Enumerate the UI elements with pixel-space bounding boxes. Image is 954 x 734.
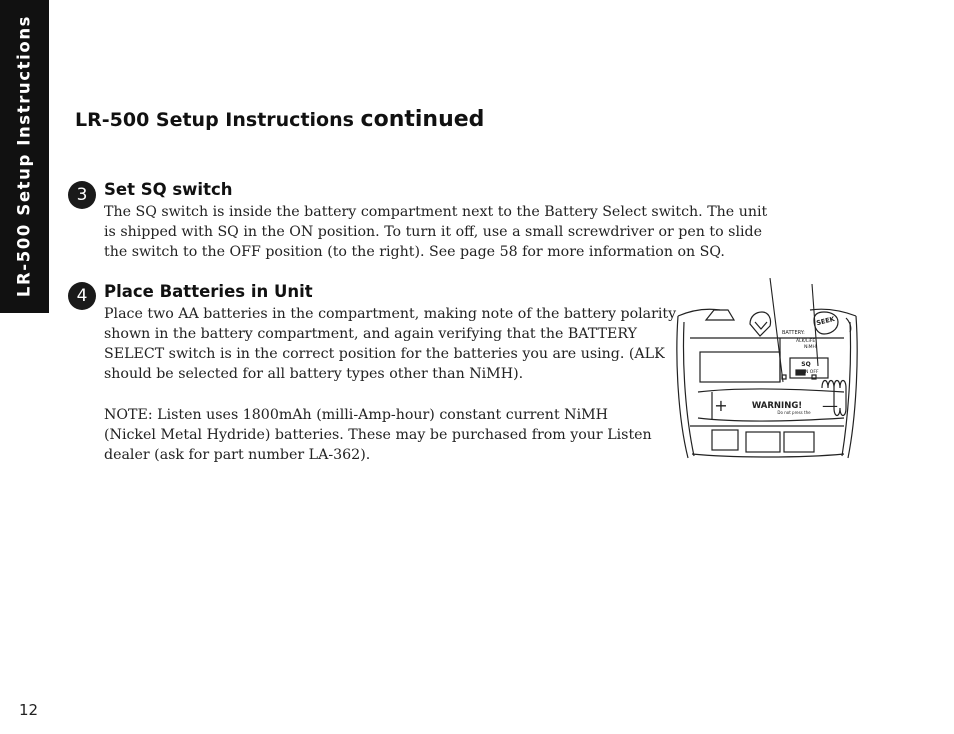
step-4-line-3: SELECT switch is in the correct position for the batteries you are using. (ALK bbox=[104, 346, 665, 362]
seek-label: SEEK bbox=[815, 314, 836, 328]
step-3-line-2: is shipped with SQ in the ON position. To turn it off, use a small screwdriver or pen to slide bbox=[104, 224, 763, 240]
page-number: 12 bbox=[19, 701, 39, 719]
step-4-line-4: should be selected for all battery types other than NiMH). bbox=[104, 366, 524, 382]
page-title bbox=[75, 107, 484, 132]
plus-sign: + bbox=[714, 396, 728, 415]
nimh-label: NiMH bbox=[804, 345, 816, 350]
note-line-3: dealer (ask for part number LA-362). bbox=[104, 447, 371, 463]
step-3-line-3: the switch to the OFF position (to the right). See page 58 for more information on SQ. bbox=[104, 244, 725, 260]
page-title-suffix: continued bbox=[360, 107, 485, 132]
battery-compartment-illustration bbox=[672, 278, 862, 464]
step-3-body bbox=[104, 202, 767, 262]
sq-label: SQ bbox=[801, 361, 811, 368]
step-4-body bbox=[104, 304, 676, 384]
alk-label: ALK/LiFE bbox=[796, 339, 816, 344]
step-3-heading: Set SQ switch bbox=[104, 180, 233, 199]
step-4-badge: 4 bbox=[68, 282, 96, 310]
note-line-1: NOTE: Listen uses 1800mAh (milli-Amp-hour) constant current NiMH bbox=[104, 407, 609, 423]
on-off-label: ON OFF bbox=[801, 370, 819, 375]
minus-sign: — bbox=[822, 396, 838, 415]
step-4-line-2: shown in the battery compartment, and again verifying that the BATTERY bbox=[104, 326, 637, 342]
step-4-line-1: Place two AA batteries in the compartment, making note of the battery polarity bbox=[104, 306, 677, 322]
step-3-line-1: The SQ switch is inside the battery compartment next to the Battery Select switch. The unit bbox=[104, 204, 768, 220]
warning-subtext: Do not press the bbox=[777, 410, 811, 415]
battery-label: BATTERY: bbox=[782, 330, 805, 336]
warning-label: WARNING! bbox=[751, 401, 803, 411]
note-line-2: (Nickel Metal Hydride) batteries. These may be purchased from your Listen bbox=[104, 427, 652, 443]
side-tab-label: LR-500 Setup Instructions bbox=[14, 14, 34, 298]
side-section-tab bbox=[0, 0, 49, 313]
step-4-heading: Place Batteries in Unit bbox=[104, 282, 313, 301]
step-3-badge: 3 bbox=[68, 181, 96, 209]
page-title-main: LR-500 Setup Instructions bbox=[75, 109, 361, 131]
step-4-note bbox=[104, 405, 652, 465]
